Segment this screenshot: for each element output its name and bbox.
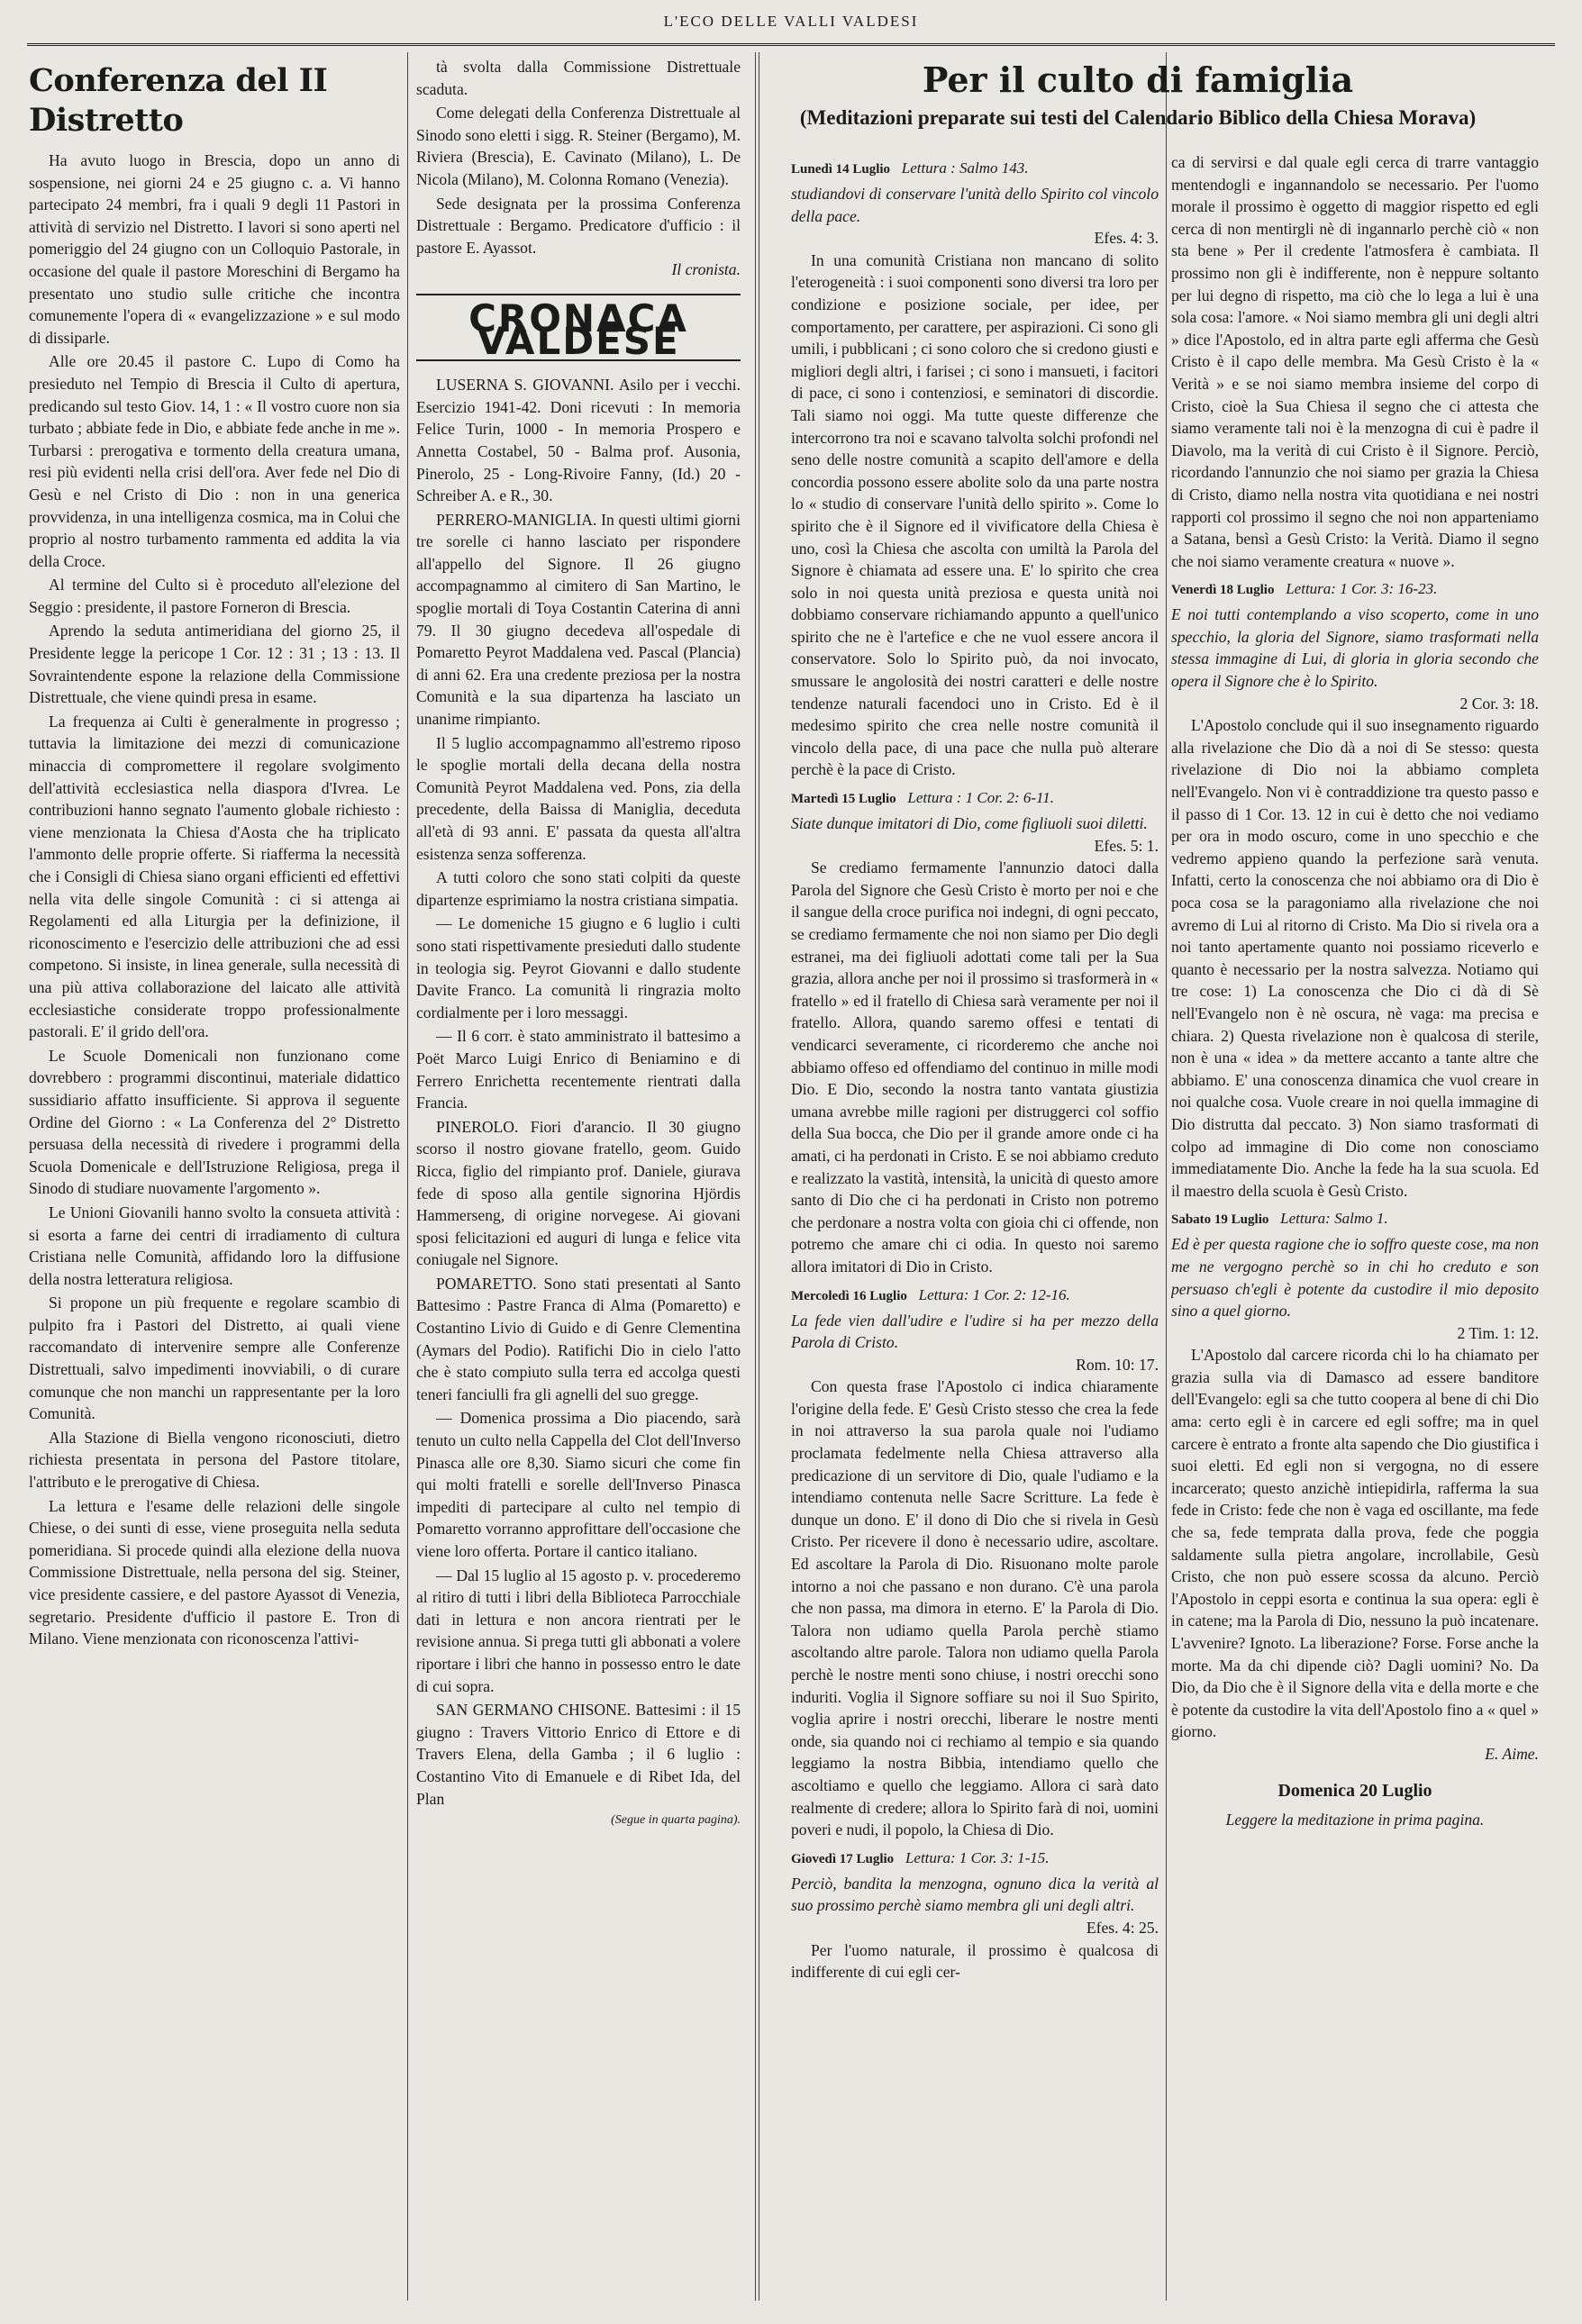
verse-text: Siate dunque imitatori di Dio, come figliuoli suoi diletti. bbox=[791, 814, 1148, 833]
reading: Lettura: Salmo 1. bbox=[1280, 1210, 1388, 1228]
reading: Lettura: 1 Cor. 3: 1-15. bbox=[905, 1848, 1050, 1866]
article-signature: Il cronista. bbox=[671, 260, 741, 279]
verse-text: studiandovi di conservare l'unità dello Spirito col vincolo della pace. bbox=[791, 185, 1159, 225]
paragraph: tà svolta dalla Commissione Distrettuale scaduta. bbox=[416, 58, 741, 98]
day-label: Sabato 19 Luglio bbox=[1171, 1212, 1269, 1228]
news-item: POMARETTO. Sono stati presentati al Santo Battesimo : Pastre Franca di Alma (Pomaretto) e Costantino Livio di Guido e di Genre Clementina (Aymars del Podio). Ratifichi Dio in cielo l'atto che è stato compiuto sulla terra ed accolga questi teneri fanciulli fra gli agnelli del suo gregge. bbox=[416, 1274, 741, 1403]
paragraph: Come delegati della Conferenza Distrettuale al Sinodo sono eletti i sigg. R. Steiner (Bergamo), M. Riviera (Brescia), E. Cavinato (Milano), L. De Nicola (Milano), M. Colonna Romano (Venezia). bbox=[416, 104, 741, 188]
verse-reference: Rom. 10: 17. bbox=[1076, 1355, 1159, 1374]
article-title: Conferenza del II Distretto bbox=[29, 62, 328, 139]
day-heading bbox=[791, 159, 1159, 179]
column-divider bbox=[1166, 52, 1167, 2301]
meditation-text: In una comunità Cristiana non mancano di solito l'eterogeneità : i suoi componenti sono diversi tra loro per condizione e posizione sociale, per idee, per comportamento, per carattere, per aspirazioni. Ci sono gli umili, i pubblicani ; ci sono coloro che si credono giusti e migliori degli altri, i farisei ; ci sono i mansueti, i facitori di pace, ci sono i contenziosi, e seminatori di discordie. Tali siamo noi oggi. Ma tutte queste differenze che intercorrono tra noi e scavano talvolta solchi profondi nel seno delle nostre comunità a scapito dell'amore e della concordia possono essere abolite solo da una parte nostra lo « studio di conservare l'unità dello spirito ». Come lo spirito che è il Signore ed il vivificatore della Chiesa è uno, così la Chiesa che ascolta con umiltà la Parola del Signore è chiamata ad essere una. E' lo spirito che crea solo in noi questa unità preziosa e questa unità noi dobbiamo conservare richiamando appunto a quell'unico spirito che ne è l'artefice e che ne vuol essere ancora il conservatore. Solo lo Spirito può, da noi invocato, smussare le angolosità dei nostri caratteri e delle nostre tendenze naturali facendoci uno in Cristo. Ed è il medesimo spirito che crea nelle nostre comunità il vincolo della pace, di una pace che nulla può alterare perchè è la pace di Cristo. bbox=[791, 250, 1159, 779]
column-divider bbox=[407, 52, 408, 2301]
verse-text: E noi tutti contemplando a viso scoperto, come in uno specchio, la gloria del Signore, siamo trasformati nella stessa immagine di Lui, di gloria in gloria secondo che opera il Signore che è lo Spirito. bbox=[1171, 605, 1539, 691]
paragraph: Ha avuto luogo in Brescia, dopo un anno di sospensione, nei giorni 24 e 25 giugno c. a. Vi hanno partecipato 24 membri, fra i quali 9 degli 11 Pastori in attività di servizio nel Distretto. I lavori si sono aperti nel pomeriggio del 24 giugno con un Colloquio Pastorale, in occasione del quale il pastore Moreschini di Bergamo ha presentato uno studio sulle critiche che incontra comunemente l'opera di « evangelizzazione » e sul modo di dissiparle. bbox=[29, 151, 400, 347]
paragraph: Le Scuole Domenicali non funzionano come dovrebbero : programmi discontinui, materiale didattico sussidiario affatto insufficiente. Si approva il seguente Ordine del Giorno : « La Conferenza del 2° Distretto persuasa della necessità di rivedere i programmi della Scuola Domenicale e dell'Istruzione Religiosa, prega il Sinodo di studiare nuovamente l'argomento ». bbox=[29, 1046, 400, 1198]
day-label: Mercoledì 16 Luglio bbox=[791, 1288, 907, 1303]
column-divider bbox=[755, 52, 756, 2301]
header-rule bbox=[27, 43, 1555, 46]
day-heading bbox=[791, 788, 1159, 809]
verse-reference: Efes. 5: 1. bbox=[1094, 836, 1159, 855]
sunday-heading: Domenica 20 Luglio bbox=[1277, 1780, 1432, 1801]
day-heading bbox=[1171, 1209, 1539, 1230]
reading: Lettura : Salmo 143. bbox=[901, 159, 1029, 177]
paragraph: Alle ore 20.45 il pastore C. Lupo di Como ha presieduto nel Tempio di Brescia il Culto di apertura, predicando sul testo Giov. 14, 1 : « Il vostro cuore non sia turbato ; abbiate fede in Dio, e abbiate fede anche in me ». Turbarsi : prerogativa e tormento della creatura umana, resi più evidenti nella crisi dell'ora. Aver fede nel Dio di Gesù e nel Cristo di Dio : non in una generica provvidenza, in una intelligenza cosmica, ma in Colui che proprio al nostro turbamento rammenta ed addita la via della Croce. bbox=[29, 352, 400, 570]
paragraph: Al termine del Culto si è proceduto all'elezione del Seggio : presidente, il pastore Forneron di Brescia. bbox=[29, 576, 400, 616]
meditation-text: ca di servirsi e dal quale egli cerca di trarre vantaggio mentendogli e ingannandolo se necessario. Per l'uomo morale il prossimo è oggetto di maggior rispetto ed egli cerca di non mentirgli nè di ingannarlo perchè ciò « non sta bene » Per il credente l'atmosfera è cambiata. Il prossimo non gli è indifferente, non è neppure soltanto per lui degno di rispetto, ma ciò che lo lega a lui è una sola cosa: l'amore. « Noi siamo membra gli uni degli altri » dice l'Apostolo, ed in altra parte egli afferma che Gesù Cristo è il capo delle membra. Ma Gesù Cristo è la « Verità » e se noi siamo membra insieme del corpo di Cristo, cioè la Sua Chiesa il segno che ci attesta che siamo veramente tali noi è la menzogna di cui è padre il Diavolo, ma la verità di cui Cristo è il Signore. Perciò, ricordando l'annunzio che noi siamo per grazia la Chiesa di Cristo, diamo nella nostra vita quotidiana e nei nostri rapporti col prossimo il segno che noi non apparteniamo a Satana, bensì a Gesù Cristo: la Verità. Diamo il segno che noi siamo veramente creatura « nuove ». bbox=[1171, 153, 1539, 570]
verse-reference: Efes. 4: 25. bbox=[1086, 1918, 1159, 1937]
reading: Lettura: 1 Cor. 3: 16-23. bbox=[1286, 580, 1438, 598]
verse-text: La fede vien dall'udire e l'udire si ha per mezzo della Parola di Cristo. bbox=[791, 1311, 1159, 1352]
verse-text: Ed è per questa ragione che io soffro queste cose, ma non me ne vergogno perchè so in chi ho creduto e son persuaso ch'egli è potente da custodire il mio deposito sino a quel giorno. bbox=[1171, 1235, 1539, 1321]
day-heading bbox=[791, 1285, 1159, 1306]
verse-reference: 2 Cor. 3: 18. bbox=[1459, 694, 1539, 713]
news-item: A tutti coloro che sono stati colpiti da queste dipartenze esprimiamo la nostra cristiana simpatia. bbox=[416, 868, 741, 909]
news-item: — Domenica prossima a Dio piacendo, sarà tenuto un culto nella Cappella del Clot dell'Inverso Pinasca alle ore 8,30. Siamo sicuri che come fin qui molti fratelli e sorelle dell'Inverso Pinasca impediti di partecipare al culto nel tempio di Pomaretto vorranno approfittare dell'occasione che viene loro offerta. Portare il cantico italiano. bbox=[416, 1409, 741, 1560]
paragraph: Le Unioni Giovanili hanno svolto la consueta attività : si esorta a farne dei centri di irradiamento di cultura Cristiana nelle Comunità, affidando loro la diffusione della nostra letteratura religiosa. bbox=[29, 1203, 400, 1288]
day-label: Martedì 15 Luglio bbox=[791, 792, 896, 807]
meditation-text: L'Apostolo dal carcere ricorda chi lo ha chiamato per grazia sulla via di Damasco ad essere banditore dell'Evangelo: egli sa che tutto coopera al bene di chi Dio ama: certo egli è in carcere ed egli soffre; ma in quel carcere è entrato a fronte alta sapendo che Dio giustifica i suoi eletti. Ed egli non si vergogna, no di essere incarcerato; questo anzichè intiepidirla, rafferma la sua fede in Cristo: fede che non è vaga ed oscillante, ma fede che sa, fede temprata dalla prova, fede che poggia saldamente sulla pietra angolare, incrollabile, Gesù Cristo, che non può essere scossa da alcuno. Perciò l'Apostolo in ceppi esorta e continua la sua opera: egli è in catene; ma la Parola di Dio, nessuno la può incatenare. L'avvenire? Ignoto. La liberazione? Forse. Forse anche la morte. Ma da chi dipende ciò? Dagli uomini? No. Da Dio, da Dio che è il Signore della vita e della morte e che è potente da custodire la vita dell'Apostolo fino a « quel » giorno. bbox=[1171, 1346, 1539, 1741]
day-heading bbox=[1171, 579, 1539, 600]
reading: Lettura : 1 Cor. 2: 6-11. bbox=[907, 789, 1055, 807]
meditation-text: Con questa frase l'Apostolo ci indica chiaramente l'origine della fede. E' Gesù Cristo stesso che crea la fede in noi attraverso la sua parola quale noi l'udiamo proclamata fedelmente nella Chiesa attraverso alla predicazione di un servitore di Dio, quale l'udiamo e la intendiamo contenuta nelle Sacre Scritture. La fede è dunque un dono. E' il dono di Dio che si rivela in Gesù Cristo. Per ricevere il dono è necessario udire, ascoltare. Ed ascoltare la Parola di Dio. Risuonano molte parole intorno a noi che passano e non durano. C'è una parola che non passa, ma dimora in eterno. E' la Parola di Dio. Talora non udiamo quella Parola perchè stiamo ascoltando altre parole. Talora non udiamo quella Parola perchè le nostre menti sono chiuse, i nostri orecchi sono induriti. Voglia il Signore soffiare su noi il Suo Spirito, voglia aprire i nostri orecchi, liberare le nostre menti onde, sia quando noi ci rechiamo al tempio e sia quando leggiamo la nostra Bibbia, intendiamo quello che ascoltiamo e quello che leggiamo. Allora ci sarà dato realmente di credere; allora lo Spirito farà di noi, uomini poveri e nudi, il popolo, la Chiesa di Dio. bbox=[791, 1377, 1159, 1839]
news-item: PERRERO-MANIGLIA. In questi ultimi giorni tre sorelle ci hanno lasciato per rispondere all'appello del Signore. Il 26 giugno accompagnammo al cimitero di San Martino, le spoglie mortali di Toya Costantin Caterina di anni 79. Il 30 giugno decedeva all'ospedale di Pomaretto Peyrot Maddalena ved. Pascal (Plancia) di anni 62. Era una credente preziosa per la nostra Comunità e la sua dipartenza ha lasciato un unanime rimpianto. bbox=[416, 510, 741, 729]
reading: Lettura: 1 Cor. 2: 12-16. bbox=[918, 1285, 1070, 1303]
page-header: L'ECO DELLE VALLI VALDESI bbox=[663, 13, 919, 30]
news-item: SAN GERMANO CHISONE. Battesimi : il 15 giugno : Travers Vittorio Enrico di Ettore e di Travers Elena, della Gamba ; il 6 luglio : Costantino Vito di Emanuele e di Ribet Ida, del Plan bbox=[416, 1701, 741, 1808]
day-label: Giovedì 17 Luglio bbox=[791, 1851, 895, 1866]
news-item: LUSERNA S. GIOVANNI. Asilo per i vecchi. Esercizio 1941-42. Doni ricevuti : In memoria Felice Turin, 1000 - In memoria Prospero e Annetta Costabel, 50 - Balma prof. Ausonia, Pinerolo, 25 - Long-Rivoire Fanny, (Id.) 20 - Schreiber A. e R., 30. bbox=[416, 376, 741, 505]
section-title: CRONACA VALDESE bbox=[468, 295, 688, 363]
news-item: — Le domeniche 15 giugno e 6 luglio i culti sono stati rispettivamente presieduti dallo studente in teologia sig. Peyrot Giovanni e dallo studente Davite Franco. La comunità li ringrazia molto cordialmente per i loro messaggi. bbox=[416, 914, 741, 1021]
paragraph: Aprendo la seduta antimeridiana del giorno 25, il Presidente legge la pericope 1 Cor. 12 : 31 ; 13 : 13. Il Sovraintendente espone la relazione della Commissione Distrettuale, che viene quindi presa in esame. bbox=[29, 622, 400, 707]
paragraph: Sede designata per la prossima Conferenza Distrettuale : Bergamo. Predicatore d'ufficio : il pastore E. Ayassot. bbox=[416, 194, 741, 257]
column-meditazioni-2 bbox=[1171, 151, 1539, 2297]
news-item: PINEROLO. Fiori d'arancio. Il 30 giugno scorso il nostro giovane fratello, geom. Guido Ricca, figlio del rimpianto prof. Daniele, giurava fede di sposo alla gentile signorina Hjördis Hammerseng, di origine norvegese. Ai giovani sposi felicitazioni ed auguri di lunga e felice vita coniugale nel Signore. bbox=[416, 1117, 741, 1269]
section-title: Per il culto di famiglia bbox=[922, 59, 1354, 100]
day-label: Venerdì 18 Luglio bbox=[1171, 583, 1275, 598]
paragraph: La frequenza ai Culti è generalmente in progresso ; tuttavia la limitazione dei mezzi di comunicazione minaccia di compromettere il regolare svolgimento dell'attività ecclesiastica nella diaspora d'Ivrea. Le contribuzioni hanno segnato l'aumento globale richiesto : viene menzionata la Chiesa d'Aosta che ha triplicato l'ammonto delle proprie offerte. Si riafferma la necessità che i Consigli di Chiesa siano organi efficienti ed effettivi nella vita delle singole Comunità : ci si attenga ai Regolamenti ed alla Liturgia per la definizione, il riconoscimento e l'esercizio delle attribuzioni che ad essi competono. Si insiste, in linea generale, sulla necessità di una più attiva collaborazione del laicato alle attività ecclesiastiche considerate troppo professionalmente pastorali. E' il grido dell'ora. bbox=[29, 712, 400, 1041]
news-item: Il 5 luglio accompagnammo all'estremo riposo le spoglie mortali della decana della nostra Comunità Peyrot Maddalena ved. Pons, zia della precedente, della Baissa di Maniglia, deceduta all'età di 93 anni. E' passata da questa all'altra esistenza senza sofferenza. bbox=[416, 733, 741, 863]
paragraph: La lettura e l'esame delle relazioni delle singole Chiese, o dei sunti di esse, viene proseguita nella seduta pomeridiana. Si procede quindi alla elezione della nuova Commissione Distrettuale, nella persona del sig. Steiner, vice presidente cassiere, e del pastore Ayassot di Venezia, segretario. Presidente d'ufficio il pastore E. Tron di Milano. Viene menzionata con riconoscenza l'attivi- bbox=[29, 1496, 400, 1648]
continued-note: (Segue in quarta pagina). bbox=[611, 1813, 741, 1828]
paragraph: Si propone un più frequente e regolare scambio di pulpito fra i Pastori del Distretto, ai quali viene raccomandato di intervenire sempre alle Conferenze Distrettuali, salvo impedimenti inovviabili, o di curare comunque che non manchi un rappresentante per la loro Comunità. bbox=[29, 1294, 400, 1423]
verse-text: Perciò, bandita la menzogna, ognuno dica la verità al suo prossimo perchè siamo membra gli uni degli altri. bbox=[791, 1874, 1159, 1915]
sunday-note: Leggere la meditazione in prima pagina. bbox=[1225, 1811, 1485, 1829]
meditation-text: Per l'uomo naturale, il prossimo è qualcosa di indifferente di cui egli cer- bbox=[791, 1940, 1159, 1982]
paragraph: Alla Stazione di Biella vengono riconosciuti, dietro richiesta presentata in persona del Pastore titolare, l'attributo e le prerogative di Chiesa. bbox=[29, 1428, 400, 1492]
day-label: Lunedì 14 Luglio bbox=[791, 162, 891, 177]
verse-reference: Efes. 4: 3. bbox=[1094, 229, 1159, 248]
section-banner bbox=[416, 294, 741, 361]
section-subtitle: (Meditazioni preparate sui testi del Calendario Biblico della Chiesa Morava) bbox=[799, 106, 1477, 129]
column-cronaca bbox=[416, 56, 741, 2297]
meditation-text: L'Apostolo conclude qui il suo insegnamento riguardo alla rivelazione che Dio dà a noi di Se stesso: questa rivelazione di Dio noi la abbiamo completa nell'Evangelo. Non vi è contraddizione tra questo passo e il passo di 1 Cor. 13. 12 in cui è detto che noi vediamo per ora in modo oscuro, come in uno specchio e che vedremo appieno quando la perfezione sarà venuta. Infatti, certo la conoscenza che noi abbiamo ora di Dio è poca cosa se la paragoniamo alla rivelazione che noi avremo di Lui al ritorno di Cristo. Ma Dio si rivela ora a noi tanto apertamente quanto noi possiamo riceverlo e quanto è necessario per la nostra salvezza. Notiamo qui tre cose: 1) La conoscenza che Dio ci dà di Sè nell'Evangelo non è nè oscura, nè vaga: ma precisa e chiara. 2) Questa rivelazione non è qualcosa di sterile, non è una « idea » da mettere accanto a tante altre che abbiamo. E' una conoscenza dinamica che vuol creare in noi qualche cosa. Vuole creare in noi quella immagine di Dio distrutta dal peccato. 3) Non siamo trasformati di colpo ad immagine di Dio come non conosciamo immediatamente Dio. Anche la fede ha la sua scuola. Ed il maestro della scuola è Gesù Cristo. bbox=[1171, 716, 1539, 1200]
article-signature: E. Aime. bbox=[1485, 1744, 1539, 1763]
day-heading bbox=[791, 1848, 1159, 1869]
column-conferenza bbox=[29, 56, 400, 2297]
news-item: — Il 6 corr. è stato amministrato il battesimo a Poët Marco Luigi Enrico di Beniamino e di Ferrero Enrichetta recentemente rientrati dalla Francia. bbox=[416, 1027, 741, 1112]
news-item: — Dal 15 luglio al 15 agosto p. v. procederemo al ritiro di tutti i libri della Biblioteca Parrocchiale dati in lettura e non ancora rientrati per le revisione annua. Si prega tutti gli abbonati a volere riportare i libri che hanno in possesso entro le date di cui sopra. bbox=[416, 1566, 741, 1695]
column-meditazioni-1 bbox=[791, 151, 1159, 2297]
meditation-text: Se crediamo fermamente l'annunzio datoci dalla Parola del Signore che Gesù Cristo è morto per noi e che il sangue della croce purifica noi indegni, di ogni peccato, se crediamo fermamente che noi non siamo per Dio degli estranei, ma dei figliuoli adottati come tali per la Sua grazia, allora anche per noi il prossimo si trasformerà in « fratello » ed il fratello di Chiesa sarà veramente per noi il fratello. Allora, quando saremo offesi e tentati di vendicarci severamente, ci ricorderemo che anche noi abbiamo offeso ed offendiamo del continuo in mille modi Dio. E Dio, secondo la nostra tanto vantata giustizia umana avrebbe mille ragioni per distruggerci col soffio della Sua bocca, che Dio per il grande amore onde ci ha amati, ci ha perdonati in Cristo. E se noi abbiamo creduto e realizzato la vastità, intensità, la unicità di questo amore santo di Dio che ci ha perdonati in Cristo non potremo che perdonare a nostra volta con gioia chi ci offende, non potremo che amare chi ci odia. In questo noi saremo allora imitatori di Dio in Cristo. bbox=[791, 858, 1159, 1275]
verse-reference: 2 Tim. 1: 12. bbox=[1457, 1323, 1539, 1342]
